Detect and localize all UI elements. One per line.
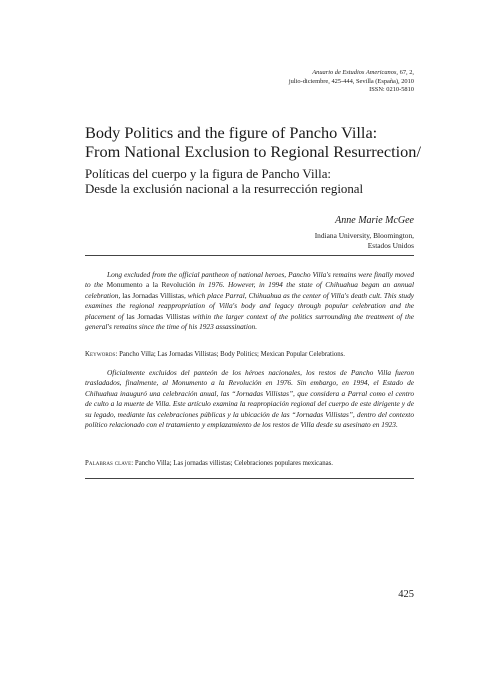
abstract-en-part2: Monumento a la Revolución bbox=[106, 280, 196, 290]
keywords-english bbox=[85, 350, 414, 359]
title-en-line2: From National Exclusion to Regional Resurrection/ bbox=[85, 141, 421, 161]
author-affiliation-line1: Indiana University, Bloomington, bbox=[314, 231, 414, 240]
abstract-en-part6: las Jornadas Villistas bbox=[126, 311, 190, 321]
author-name: Anne Marie McGee bbox=[335, 215, 414, 226]
abstract-en-part7: within the larger context of the politics surrounding the treatment of the general's remains since the time of his 1923 assassination. bbox=[85, 311, 414, 332]
palabras-clave-text: Pancho Villa; Las jornadas villistas; Celebraciones populares mexicanas. bbox=[133, 460, 333, 467]
abstract-spanish bbox=[85, 368, 414, 430]
abstract-en-part1: Long excluded from the official pantheon of national heroes, Pancho Villa's remains were finally moved to the bbox=[85, 270, 414, 290]
journal-volume: , 67, 2, bbox=[396, 69, 414, 76]
abstract-english bbox=[85, 270, 414, 332]
page-number: 425 bbox=[398, 589, 414, 600]
palabras-clave-label: Palabras clave: bbox=[85, 460, 134, 467]
journal-name: Anuario de Estudios Americanos bbox=[312, 69, 397, 76]
abstract-en-part4: las Jornadas Villistas bbox=[122, 290, 184, 300]
keywords-text: Pancho Villa; Las Jornadas Villistas; Body Politics; Mexican Popular Celebrations. bbox=[117, 351, 345, 358]
keywords-label: Keywords: bbox=[85, 351, 118, 358]
title-en-line1: Body Politics and the figure of Pancho Villa: bbox=[85, 123, 378, 142]
journal-line bbox=[289, 69, 414, 78]
abstract-es-text: Oficialmente excluidos del panteón de los héroes nacionales, los restos de Pancho Villa fueron trasladados, finalmente, al Monumento a la Revolución en 1976. Sin embargo, en 1994, el Estado de Chihuahua inauguró una celebración anual, las “Jornadas Villistas”, que considera a Parral como el centro de culto a la muerte de Villa. Este artículo examina la reapropiación regional del cuerpo de este dirigente y de su legado, mediante las celebraciones públicas y la ubicación de las “Jornadas Villistas”, dentro del contexto político relacionado con el tratamiento y emplazamiento de los restos de Villa desde su asesinato en 1923. bbox=[85, 368, 414, 430]
author-block bbox=[315, 214, 414, 251]
article-title-spanish bbox=[85, 167, 425, 199]
journal-dates: julio-diciembre, 425-444, Sevilla (España), 2010 bbox=[288, 77, 414, 85]
journal-issn: ISSN: 0210-5810 bbox=[369, 86, 414, 94]
divider-bottom bbox=[85, 478, 414, 479]
title-es-line1: Políticas del cuerpo y la figura de Pancho Villa: bbox=[85, 166, 331, 181]
title-es-line2: Desde la exclusión nacional a la resurrección regional bbox=[85, 182, 364, 197]
article-title-english bbox=[85, 124, 425, 162]
keywords-spanish bbox=[85, 459, 414, 468]
author-affiliation-line2: Estados Unidos bbox=[367, 241, 414, 251]
title-block bbox=[85, 124, 425, 198]
divider-top bbox=[85, 255, 414, 256]
abstract-en-part3: in 1976. However, in 1994 the state of Chihuahua began an annual celebration, bbox=[85, 280, 414, 300]
journal-reference bbox=[289, 69, 414, 95]
abstract-en-part5: , which place Parral, Chihuahua as the center of Villa's death cult. This study examines the regional reappropriation of Villa's body and legacy through popular celebration and the placement of bbox=[85, 290, 415, 321]
